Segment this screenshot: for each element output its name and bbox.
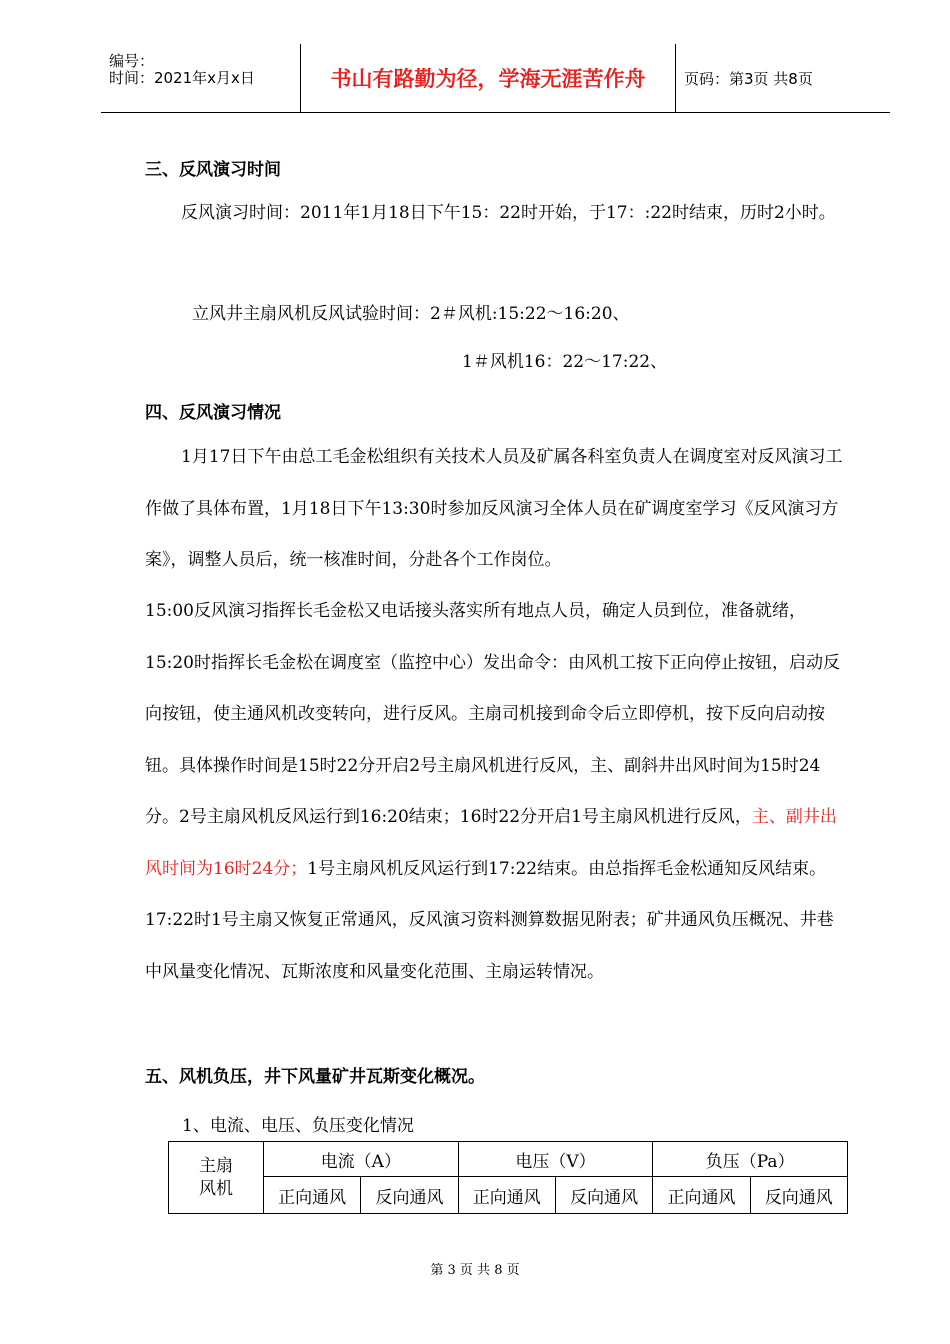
table-subheader-row: [169, 1177, 848, 1214]
section3-heading: 三、反风演习时间: [145, 160, 281, 180]
paragraph2-text-a: 15:00反风演习指挥长毛金松又电话接头落实所有地点人员，确定人员到位，准备就绪，15:20时指挥长毛金松在调度室（监控中心）发出命令：由风机工按下正向停止按钮，启动反向按钮，使主通风机改变转向，进行反风。主扇司机接到命令后立即停机，按下反向启动按钮。具体操作时间是15时22分开启2号主扇风机进行反风，主、副斜井出风时间为15时24分。2号主扇风机反风运行到16:20结束；16时22分开启1号主扇风机进行反风，: [145, 601, 840, 827]
paragraph2-text-b: 1号主扇风机反风运行到17:22结束。由总指挥毛金松通知反风结束。17:22时1号主扇又恢复正常通风，反风演习资料测算数据见附表；矿井通风负压概况、井巷中风量变化情况、瓦斯浓度和风量变化范围、主扇运转情况。: [145, 858, 834, 982]
voltage-reverse: 反向通风: [555, 1177, 652, 1214]
measurement-table: [168, 1141, 848, 1214]
section4-paragraph2: [145, 586, 850, 998]
header-slogan: 书山有路勤为径，学海无涯苦作舟: [301, 44, 676, 112]
pressure-reverse: 反向通风: [750, 1177, 847, 1214]
row-header-cell: [169, 1142, 264, 1214]
group-voltage: 电压（V）: [458, 1142, 653, 1177]
header-meta: [101, 44, 301, 112]
section5-subheading: 1、电流、电压、负压变化情况: [182, 1116, 414, 1136]
header-page-info: 页码：第3页 共8页: [684, 69, 813, 88]
row-header-text: 主扇风机: [198, 1155, 233, 1199]
voltage-forward: 正向通风: [458, 1177, 555, 1214]
section3-paragraph: 反风演习时间：2011年1月18日下午15：22时开始，于17：:22时结束，历时2小时。: [181, 203, 836, 223]
table-header-row: [169, 1142, 848, 1177]
section5-heading: 五、风机负压，井下风量矿井瓦斯变化概况。: [145, 1067, 485, 1087]
group-current: 电流（A）: [264, 1142, 459, 1177]
group-pressure: 负压（Pa）: [653, 1142, 848, 1177]
number-label: 编号：: [109, 52, 155, 70]
section4-paragraph1: 1月17日下午由总工毛金松组织有关技术人员及矿属各科室负责人在调度室对反风演习工作做了具体布置，1月18日下午13:30时参加反风演习全体人员在矿调度室学习《反风演习方案》，调整人员后，统一核准时间，分赴各个工作岗位。: [145, 447, 843, 570]
section4-heading: 四、反风演习情况: [145, 403, 281, 423]
current-reverse: 反向通风: [361, 1177, 458, 1214]
page-footer: 第 3 页 共 8 页: [430, 1263, 520, 1278]
time-label: 时间：2021年x月x日: [109, 69, 255, 87]
current-forward: 正向通风: [264, 1177, 361, 1214]
section3-line2: 1＃风机16：22～17:22、: [462, 352, 668, 372]
highlighted-text: 主、副井出风时间为16时24分；: [145, 807, 837, 879]
section3-line1: 立风井主扇风机反风试验时间：2＃风机:15:22～16:20、: [192, 304, 630, 324]
page-header: [101, 44, 890, 113]
pressure-forward: 正向通风: [653, 1177, 750, 1214]
